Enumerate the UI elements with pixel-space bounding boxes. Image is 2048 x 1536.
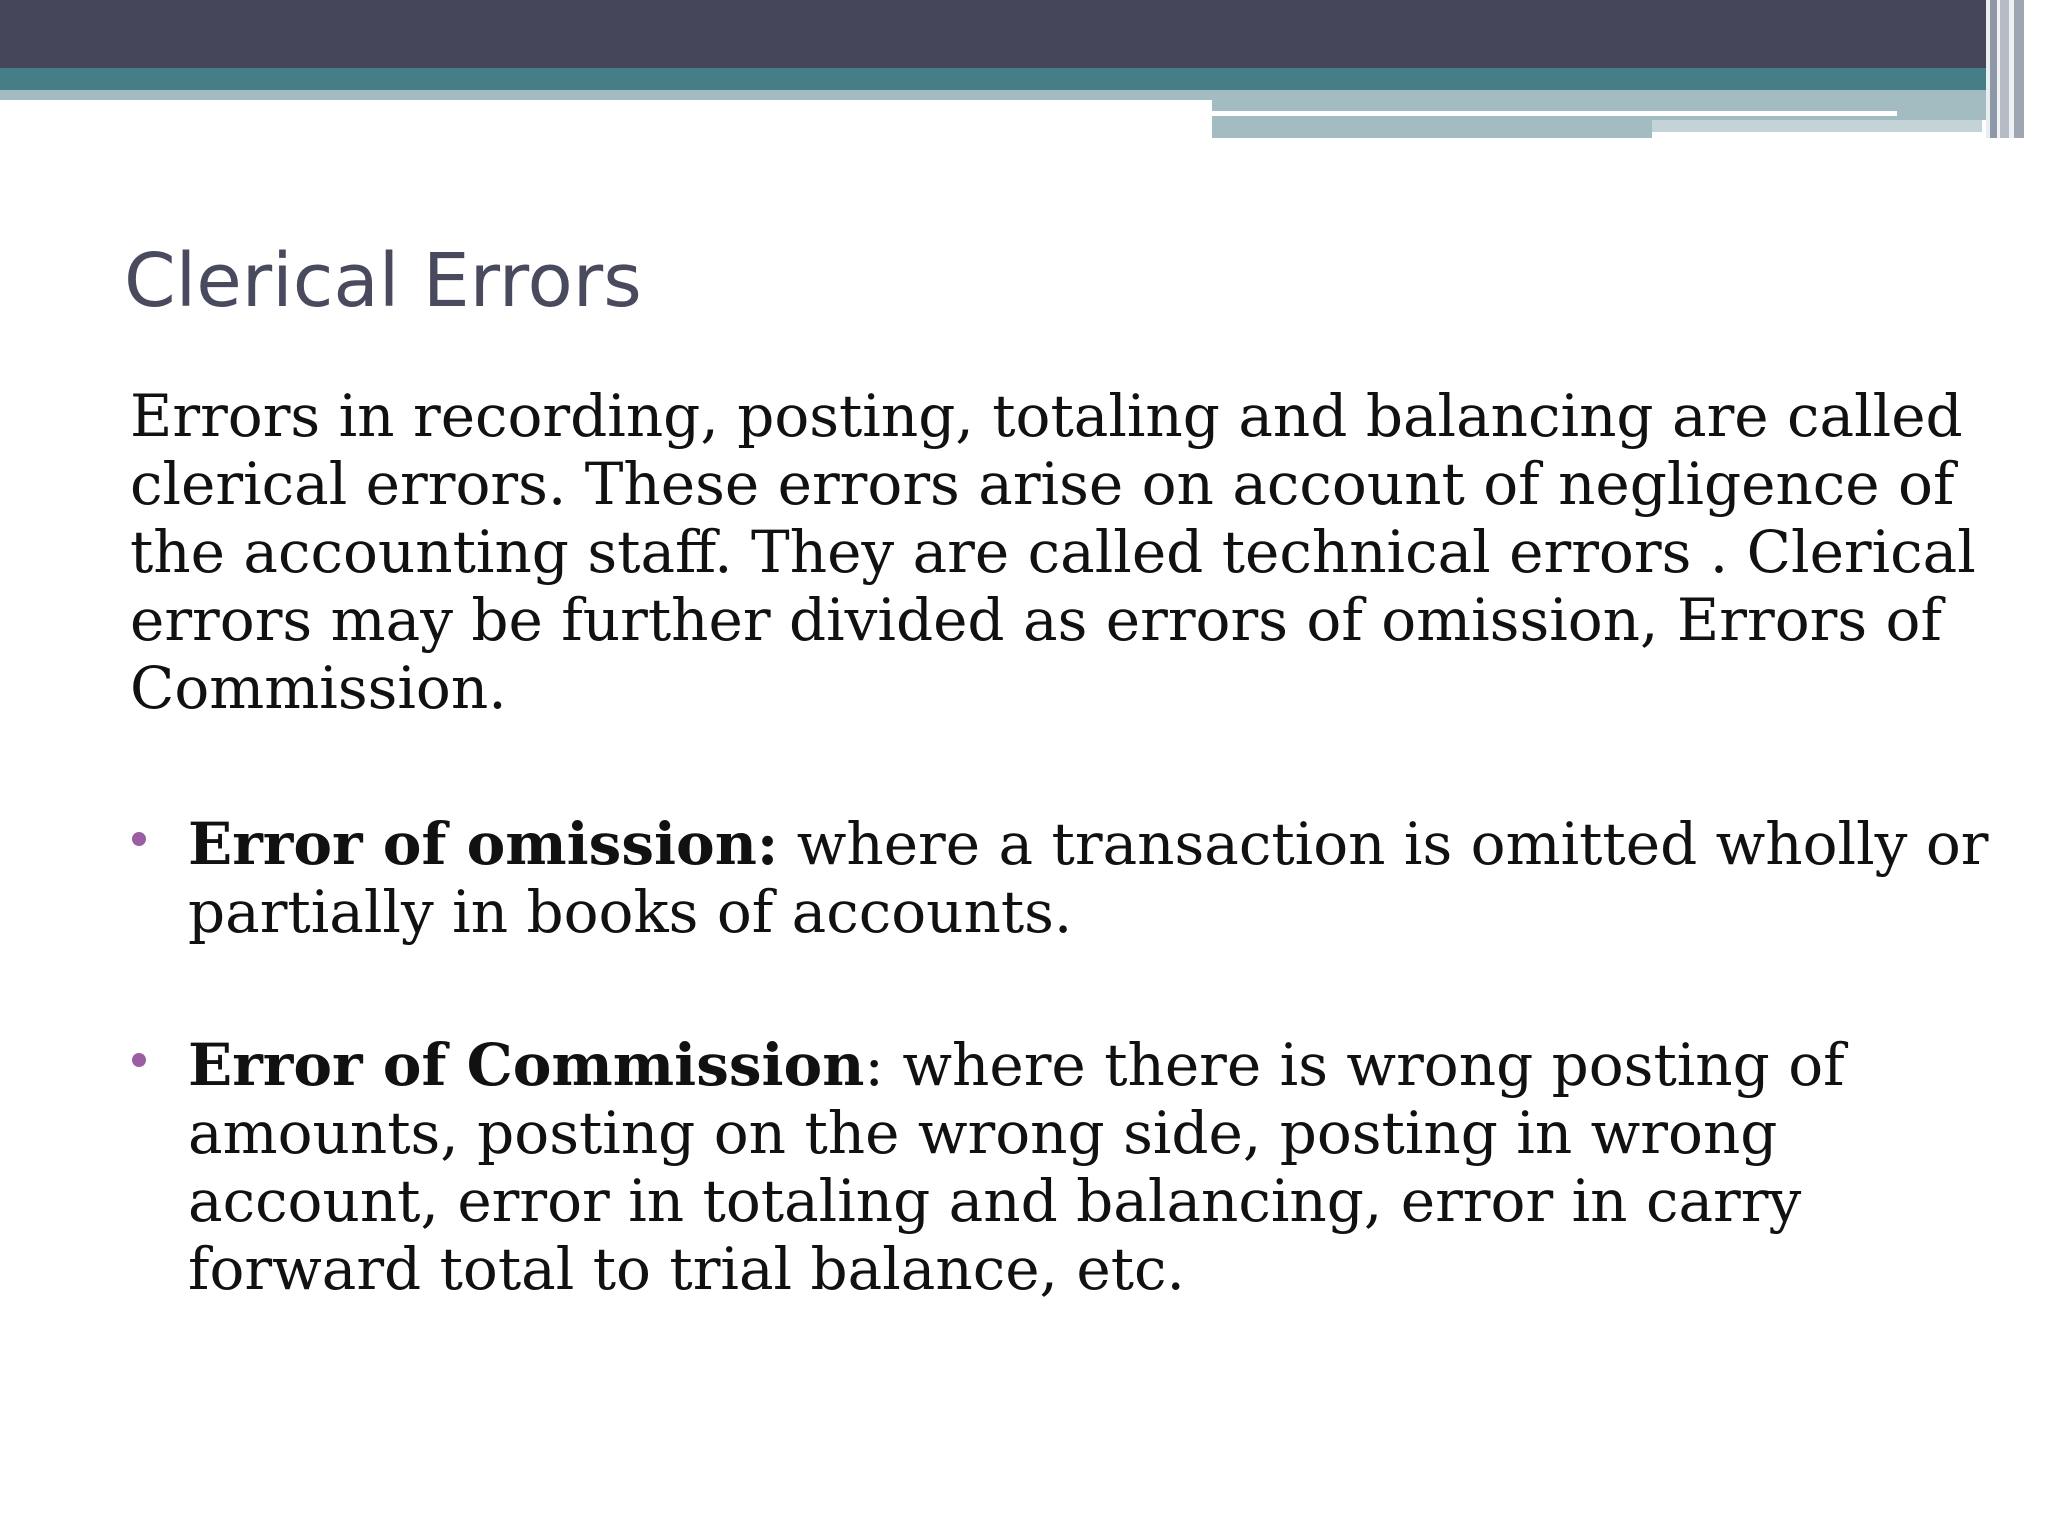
intro-paragraph: Errors in recording, posting, totaling and balancing are called clerical errors. These errors arise on account of negligence of the accounting staff. They are called technical errors . Clerical errors may be further divided as errors of omission, Errors of Commission. bbox=[130, 382, 1976, 722]
bullet-text: where a transaction is omitted wholly or partially in books of accounts. bbox=[188, 810, 1989, 946]
slide-body bbox=[130, 382, 2010, 1303]
header-lower-band bbox=[1212, 120, 1652, 138]
header-light-band-left bbox=[0, 90, 1212, 100]
slide-title: Clerical Errors bbox=[124, 238, 642, 324]
bullet-dot-icon bbox=[132, 1053, 146, 1067]
header-lower-band-faint bbox=[1652, 120, 1982, 132]
header-dark-band bbox=[0, 0, 2048, 68]
bullet-item-error-of-commission bbox=[130, 1031, 2010, 1303]
bullet-text: : where there is wrong posting of amounts, posting on the wrong side, posting in wrong account, error in totaling and balancing, error in carry forward total to trial balance, etc. bbox=[188, 1031, 1845, 1303]
header-white-line bbox=[1212, 111, 1897, 116]
bullet-item-error-of-omission bbox=[130, 810, 2010, 946]
bullet-dot-icon bbox=[132, 832, 146, 846]
header-teal-band bbox=[0, 68, 2048, 90]
bullet-term: Error of Commission bbox=[188, 1031, 865, 1099]
header-right-stripes bbox=[1986, 0, 2048, 138]
bullet-term: Error of omission: bbox=[188, 810, 779, 878]
bullet-list bbox=[130, 810, 2010, 1303]
